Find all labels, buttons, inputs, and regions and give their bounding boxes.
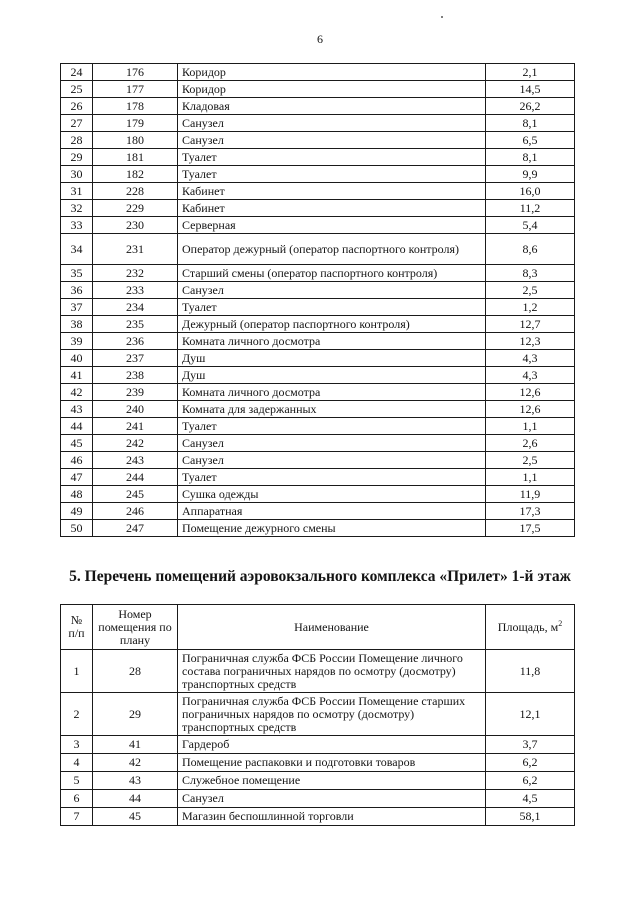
table-row — [61, 149, 575, 166]
row-number: 32 — [61, 200, 93, 217]
room-name: Туалет — [178, 418, 486, 435]
row-number: 37 — [61, 299, 93, 316]
room-area: 6,5 — [486, 132, 575, 149]
room-number: 231 — [93, 234, 178, 265]
row-number: 50 — [61, 520, 93, 537]
room-number: 232 — [93, 265, 178, 282]
room-area: 8,1 — [486, 149, 575, 166]
room-area: 2,5 — [486, 452, 575, 469]
room-name: Санузел — [178, 132, 486, 149]
row-number: 35 — [61, 265, 93, 282]
room-name: Душ — [178, 350, 486, 367]
room-area: 17,3 — [486, 503, 575, 520]
row-number: 43 — [61, 401, 93, 418]
table-header-row — [61, 605, 575, 650]
room-name: Кладовая — [178, 98, 486, 115]
row-number: 3 — [61, 736, 93, 754]
table-row — [61, 520, 575, 537]
room-name: Санузел — [178, 282, 486, 299]
row-number: 38 — [61, 316, 93, 333]
room-area: 14,5 — [486, 81, 575, 98]
room-number: 181 — [93, 149, 178, 166]
room-name: Оператор дежурный (оператор паспортного контроля) — [178, 234, 486, 265]
row-number: 36 — [61, 282, 93, 299]
room-number: 243 — [93, 452, 178, 469]
room-name: Санузел — [178, 115, 486, 132]
scan-speck — [441, 16, 443, 18]
room-number: 236 — [93, 333, 178, 350]
header-area-unit-sup: 2 — [558, 618, 563, 628]
room-number: 176 — [93, 64, 178, 81]
room-area: 11,8 — [486, 650, 575, 693]
header-room-number: Номер помещения по плану — [93, 605, 178, 650]
room-area: 2,6 — [486, 435, 575, 452]
room-name: Комната для задержанных — [178, 401, 486, 418]
room-area: 12,6 — [486, 384, 575, 401]
room-number: 237 — [93, 350, 178, 367]
room-number: 228 — [93, 183, 178, 200]
table-row — [61, 754, 575, 772]
rooms-table-body — [61, 64, 575, 537]
room-area: 2,1 — [486, 64, 575, 81]
table-row — [61, 435, 575, 452]
row-number: 27 — [61, 115, 93, 132]
room-number: 44 — [93, 790, 178, 808]
room-number: 179 — [93, 115, 178, 132]
row-number: 31 — [61, 183, 93, 200]
row-number: 46 — [61, 452, 93, 469]
room-name: Аппаратная — [178, 503, 486, 520]
arrival-rooms-body — [61, 650, 575, 826]
table-row — [61, 200, 575, 217]
room-name: Туалет — [178, 166, 486, 183]
room-name: Туалет — [178, 299, 486, 316]
header-name: Наименование — [178, 605, 486, 650]
room-number: 240 — [93, 401, 178, 418]
room-name: Пограничная служба ФСБ России Помещение старших пограничных нарядов по осмотру (досмотру) транспортных средств — [178, 693, 486, 736]
table-row — [61, 183, 575, 200]
room-number: 247 — [93, 520, 178, 537]
room-area: 4,3 — [486, 367, 575, 384]
table-row — [61, 650, 575, 693]
room-number: 238 — [93, 367, 178, 384]
row-number: 25 — [61, 81, 93, 98]
room-name: Старший смены (оператор паспортного контроля) — [178, 265, 486, 282]
room-area: 11,2 — [486, 200, 575, 217]
room-number: 245 — [93, 486, 178, 503]
header-area-label: Площадь, м — [497, 619, 559, 634]
room-number: 178 — [93, 98, 178, 115]
room-name: Санузел — [178, 435, 486, 452]
room-area: 16,0 — [486, 183, 575, 200]
room-name: Туалет — [178, 469, 486, 486]
row-number: 49 — [61, 503, 93, 520]
arrival-rooms-table — [60, 604, 575, 826]
row-number: 24 — [61, 64, 93, 81]
room-area: 58,1 — [486, 808, 575, 826]
room-name: Гардероб — [178, 736, 486, 754]
row-number: 4 — [61, 754, 93, 772]
table-row — [61, 98, 575, 115]
row-number: 28 — [61, 132, 93, 149]
room-number: 246 — [93, 503, 178, 520]
table-row — [61, 808, 575, 826]
room-number: 29 — [93, 693, 178, 736]
room-number: 180 — [93, 132, 178, 149]
room-name: Коридор — [178, 81, 486, 98]
room-name: Помещение дежурного смены — [178, 520, 486, 537]
row-number: 26 — [61, 98, 93, 115]
room-name: Кабинет — [178, 200, 486, 217]
room-number: 41 — [93, 736, 178, 754]
table-row — [61, 418, 575, 435]
room-name: Санузел — [178, 790, 486, 808]
room-name: Пограничная служба ФСБ России Помещение личного состава пограничных нарядов по осмотру (досмотру) транспортных средств — [178, 650, 486, 693]
room-number: 177 — [93, 81, 178, 98]
room-area: 1,1 — [486, 418, 575, 435]
section-5-heading: 5. Перечень помещений аэровокзального комплекса «Прилет» 1-й этаж — [69, 568, 571, 585]
row-number: 45 — [61, 435, 93, 452]
row-number: 1 — [61, 650, 93, 693]
table-row — [61, 333, 575, 350]
room-area: 5,4 — [486, 217, 575, 234]
room-area: 3,7 — [486, 736, 575, 754]
page-number: 6 — [317, 32, 323, 46]
room-area: 11,9 — [486, 486, 575, 503]
table-row — [61, 350, 575, 367]
room-area: 6,2 — [486, 772, 575, 790]
table-row — [61, 132, 575, 149]
room-name: Серверная — [178, 217, 486, 234]
room-number: 239 — [93, 384, 178, 401]
room-area: 1,1 — [486, 469, 575, 486]
room-number: 182 — [93, 166, 178, 183]
table-row — [61, 367, 575, 384]
room-name: Комната личного досмотра — [178, 384, 486, 401]
room-number: 43 — [93, 772, 178, 790]
row-number: 7 — [61, 808, 93, 826]
room-area: 26,2 — [486, 98, 575, 115]
room-number: 244 — [93, 469, 178, 486]
row-number: 39 — [61, 333, 93, 350]
room-number: 28 — [93, 650, 178, 693]
row-number: 40 — [61, 350, 93, 367]
room-name: Туалет — [178, 149, 486, 166]
room-number: 230 — [93, 217, 178, 234]
room-name: Душ — [178, 367, 486, 384]
room-name: Служебное помещение — [178, 772, 486, 790]
table-row — [61, 166, 575, 183]
table-row — [61, 234, 575, 265]
room-number: 242 — [93, 435, 178, 452]
room-number: 229 — [93, 200, 178, 217]
row-number: 30 — [61, 166, 93, 183]
table-row — [61, 486, 575, 503]
row-number: 41 — [61, 367, 93, 384]
room-name: Кабинет — [178, 183, 486, 200]
room-area: 12,7 — [486, 316, 575, 333]
row-number: 5 — [61, 772, 93, 790]
room-number: 42 — [93, 754, 178, 772]
room-area: 4,5 — [486, 790, 575, 808]
room-name: Санузел — [178, 452, 486, 469]
table-row — [61, 299, 575, 316]
table-row — [61, 217, 575, 234]
table-row — [61, 401, 575, 418]
room-name: Магазин беспошлинной торговли — [178, 808, 486, 826]
table-row — [61, 469, 575, 486]
table-row — [61, 265, 575, 282]
room-area: 12,6 — [486, 401, 575, 418]
room-name: Дежурный (оператор паспортного контроля) — [178, 316, 486, 333]
room-name: Коридор — [178, 64, 486, 81]
room-area: 6,2 — [486, 754, 575, 772]
table-row — [61, 115, 575, 132]
row-number: 33 — [61, 217, 93, 234]
row-number: 47 — [61, 469, 93, 486]
table-row — [61, 790, 575, 808]
room-number: 241 — [93, 418, 178, 435]
header-number: № п/п — [61, 605, 93, 650]
row-number: 6 — [61, 790, 93, 808]
room-name: Помещение распаковки и подготовки товаров — [178, 754, 486, 772]
room-area: 8,3 — [486, 265, 575, 282]
room-number: 45 — [93, 808, 178, 826]
room-area: 2,5 — [486, 282, 575, 299]
row-number: 42 — [61, 384, 93, 401]
room-name: Сушка одежды — [178, 486, 486, 503]
table-row — [61, 282, 575, 299]
room-area: 12,3 — [486, 333, 575, 350]
table-row — [61, 503, 575, 520]
table-row — [61, 64, 575, 81]
header-area — [486, 605, 575, 650]
row-number: 34 — [61, 234, 93, 265]
room-area: 8,1 — [486, 115, 575, 132]
row-number: 44 — [61, 418, 93, 435]
row-number: 48 — [61, 486, 93, 503]
room-area: 8,6 — [486, 234, 575, 265]
table-row — [61, 452, 575, 469]
room-number: 234 — [93, 299, 178, 316]
table-row — [61, 384, 575, 401]
table-row — [61, 81, 575, 98]
room-area: 17,5 — [486, 520, 575, 537]
row-number: 2 — [61, 693, 93, 736]
room-area: 4,3 — [486, 350, 575, 367]
table-row — [61, 736, 575, 754]
room-area: 12,1 — [486, 693, 575, 736]
room-name: Комната личного досмотра — [178, 333, 486, 350]
row-number: 29 — [61, 149, 93, 166]
room-number: 233 — [93, 282, 178, 299]
room-area: 1,2 — [486, 299, 575, 316]
table-row — [61, 316, 575, 333]
table-row — [61, 693, 575, 736]
room-area: 9,9 — [486, 166, 575, 183]
rooms-table-continued — [60, 63, 575, 537]
table-row — [61, 772, 575, 790]
room-number: 235 — [93, 316, 178, 333]
